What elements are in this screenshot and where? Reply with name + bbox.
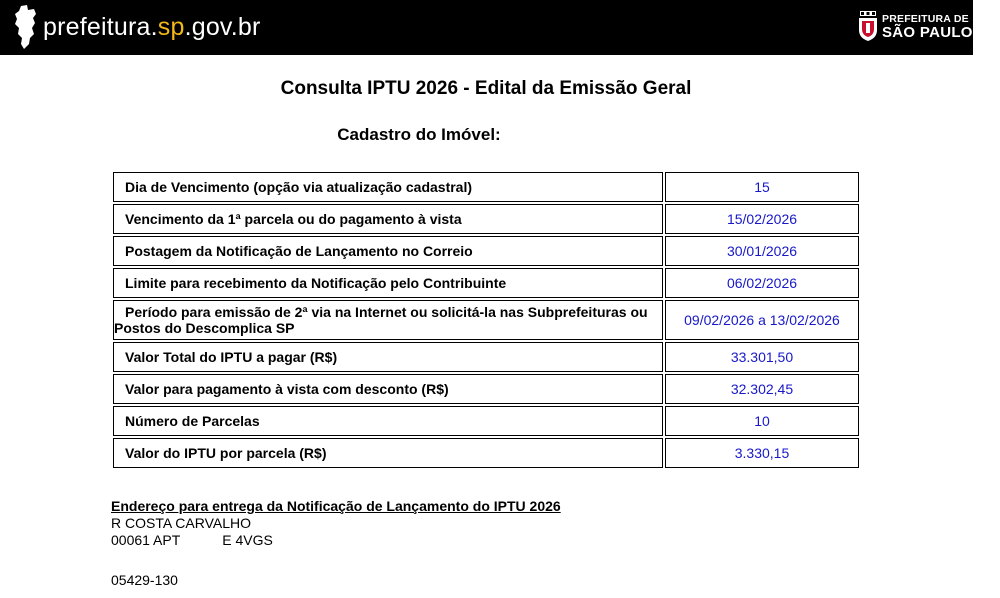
site-name-suffix: .gov.br — [184, 13, 261, 41]
row-label: Limite para recebimento da Notificação pelo Contribuinte — [113, 268, 663, 298]
table-row — [113, 204, 859, 234]
row-label: Período para emissão de 2ª via na Internet ou solicitá-la nas Subprefeituras ou Postos do Descomplica SP — [113, 300, 663, 340]
logo-line2: SÃO PAULO — [882, 24, 973, 41]
table-row — [113, 438, 859, 468]
table-row — [113, 342, 859, 372]
delivery-address — [111, 498, 561, 549]
address-cep: 05429-130 — [111, 572, 178, 588]
sao-paulo-map-icon — [12, 4, 42, 50]
row-value: 06/02/2026 — [665, 268, 859, 298]
site-name-accent: sp — [157, 13, 185, 41]
table-row — [113, 172, 859, 202]
address-unit: E 4VGS — [222, 532, 273, 548]
section-title: Cadastro do Imóvel: — [337, 125, 501, 144]
prefeitura-logo[interactable] — [857, 10, 973, 44]
row-value: 15/02/2026 — [665, 204, 859, 234]
row-value: 09/02/2026 a 13/02/2026 — [665, 300, 859, 340]
row-value: 33.301,50 — [665, 342, 859, 372]
row-label: Valor do IPTU por parcela (R$) — [113, 438, 663, 468]
address-number: 00061 APT — [111, 532, 181, 548]
page-title: Consulta IPTU 2026 - Edital da Emissão Geral — [280, 78, 692, 99]
row-label: Postagem da Notificação de Lançamento no Correio — [113, 236, 663, 266]
logo-line1: PREFEITURA DE — [882, 13, 969, 25]
row-label: Valor para pagamento à vista com desconto (R$) — [113, 374, 663, 404]
header-bar — [0, 0, 973, 55]
cadastro-table — [111, 170, 861, 470]
table-row — [113, 406, 859, 436]
table-row — [113, 300, 859, 340]
row-value: 32.302,45 — [665, 374, 859, 404]
table-row — [113, 268, 859, 298]
row-value: 10 — [665, 406, 859, 436]
row-label: Vencimento da 1ª parcela ou do pagamento à vista — [113, 204, 663, 234]
site-logo[interactable] — [43, 12, 261, 42]
row-label: Dia de Vencimento (opção via atualização cadastral) — [113, 172, 663, 202]
row-value: 3.330,15 — [665, 438, 859, 468]
row-value: 30/01/2026 — [665, 236, 859, 266]
table-row — [113, 374, 859, 404]
address-complement — [111, 532, 561, 549]
site-name-prefix: prefeitura. — [43, 13, 158, 41]
address-street: R COSTA CARVALHO — [111, 515, 252, 531]
row-value: 15 — [665, 172, 859, 202]
row-label: Valor Total do IPTU a pagar (R$) — [113, 342, 663, 372]
row-label: Número de Parcelas — [113, 406, 663, 436]
address-title: Endereço para entrega da Notificação de Lançamento do IPTU 2026 — [111, 498, 561, 514]
table-row — [113, 236, 859, 266]
city-crest-icon — [857, 10, 879, 42]
